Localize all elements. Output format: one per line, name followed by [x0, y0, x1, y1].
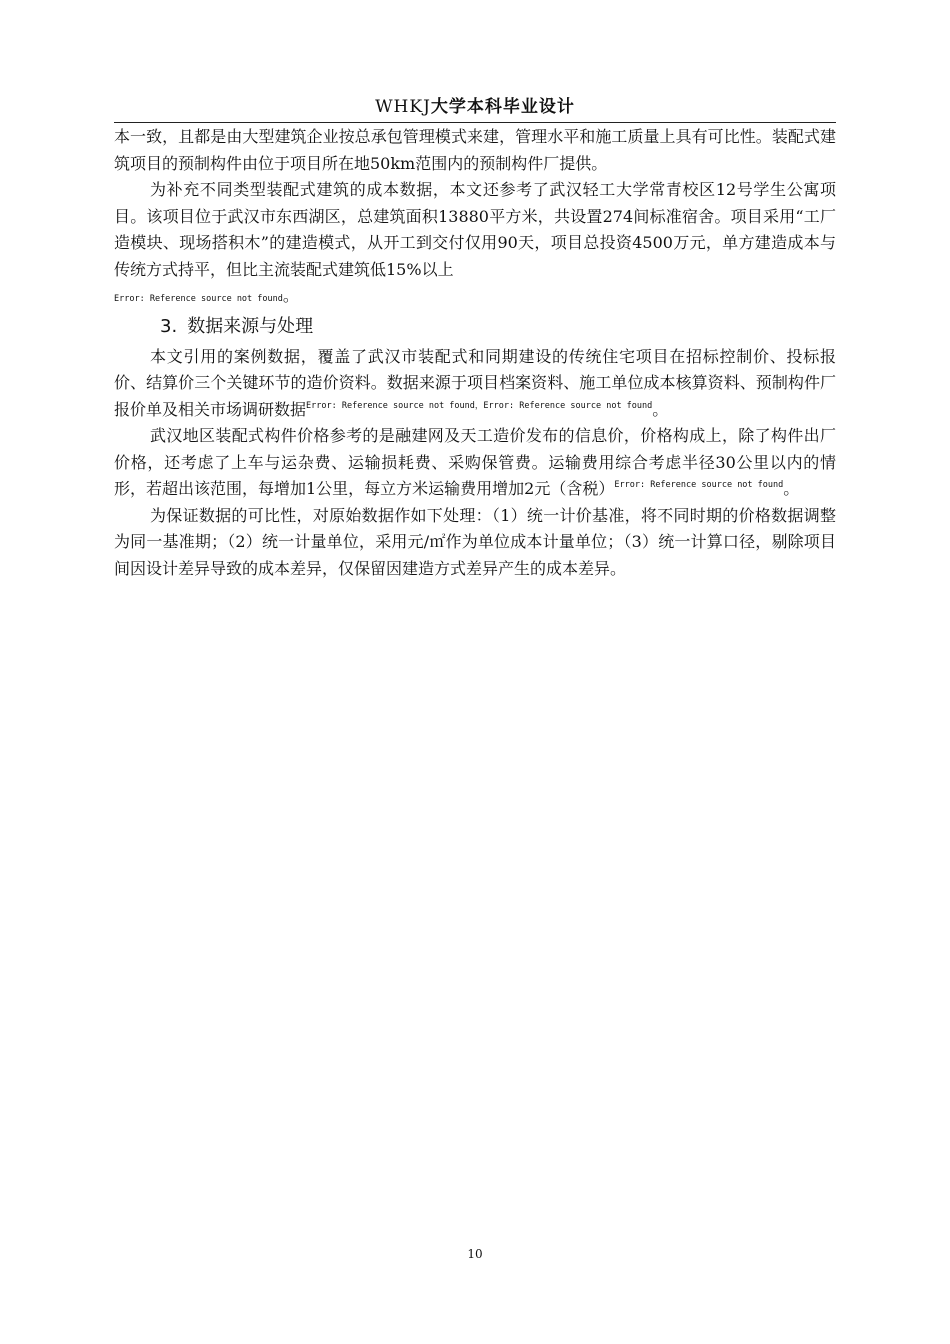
section-heading: [114, 310, 836, 344]
paragraph-component-prices: [114, 423, 836, 503]
paragraph-continuation: [114, 124, 836, 177]
paragraph-end-mark: 。: [282, 286, 299, 305]
header-latin: WHKJ: [375, 97, 431, 117]
page-number: 10: [467, 1247, 483, 1261]
paragraph-text: 为保证数据的可比性，对原始数据作如下处理：（1）统一计价基准，将不同时期的价格数据调整为同一基准期；（2）统一计量单位，采用元/㎡作为单位成本计量单位；（3）统一计算口径，剔除项目间因设计差异导致的成本差异，仅保留因建造方式差异产生的成本差异。: [114, 505, 836, 578]
reference-error: Error: Reference source not found: [614, 480, 784, 490]
paragraph-data-processing: [114, 503, 836, 583]
section-number: 3.: [160, 315, 178, 337]
paragraph-text: 武汉地区装配式构件价格参考的是融建网及天工造价发布的信息价，价格构成上，除了构件出厂价格，还考虑了上车与运杂费、运输损耗费、采购保管费。运输费用综合考虑半径30公里以内的情形，若超出该范围，每增加1公里，每立方米运输费用增加2元（含税）: [114, 426, 836, 498]
section-title: 数据来源与处理: [187, 315, 314, 337]
paragraph-text: 本一致，且都是由大型建筑企业按总承包管理模式来建，管理水平和施工质量上具有可比性。装配式建筑项目的预制构件由位于项目所在地50km范围内的预制构件厂提供。: [114, 127, 836, 173]
paragraph-data-sources: [114, 344, 836, 424]
reference-error: Error: Reference source not found，Error: Reference source not found: [306, 400, 653, 411]
paragraph-text: 本文引用的案例数据，覆盖了武汉市装配式和同期建设的传统住宅项目在招标控制价、投标报价、结算价三个关键环节的造价资料。数据来源于项目档案资料、施工单位成本核算资料、预制构件厂报价单及相关市场调研数据: [114, 346, 836, 419]
header-title: 大学本科毕业设计: [430, 97, 575, 117]
paragraph-end-mark: 。: [652, 399, 669, 419]
paragraph-dormitory-project: [114, 177, 836, 310]
page-body: [114, 124, 836, 582]
reference-error: Error: Reference source not found: [114, 294, 283, 304]
page-header: [114, 96, 836, 123]
paragraph-end-mark: 。: [783, 479, 800, 498]
paragraph-text: 为补充不同类型装配式建筑的成本数据，本文还参考了武汉轻工大学常青校区12号学生公寓项目。该项目位于武汉市东西湖区，总建筑面积13880平方米，共设置274间标准宿舍。项目采用“工厂造模块、现场搭积木”的建造模式，从开工到交付仅用90天，项目总投资4500万元，单方建造成本与传统方式持平，但比主流装配式建筑低15%以上: [114, 180, 836, 279]
